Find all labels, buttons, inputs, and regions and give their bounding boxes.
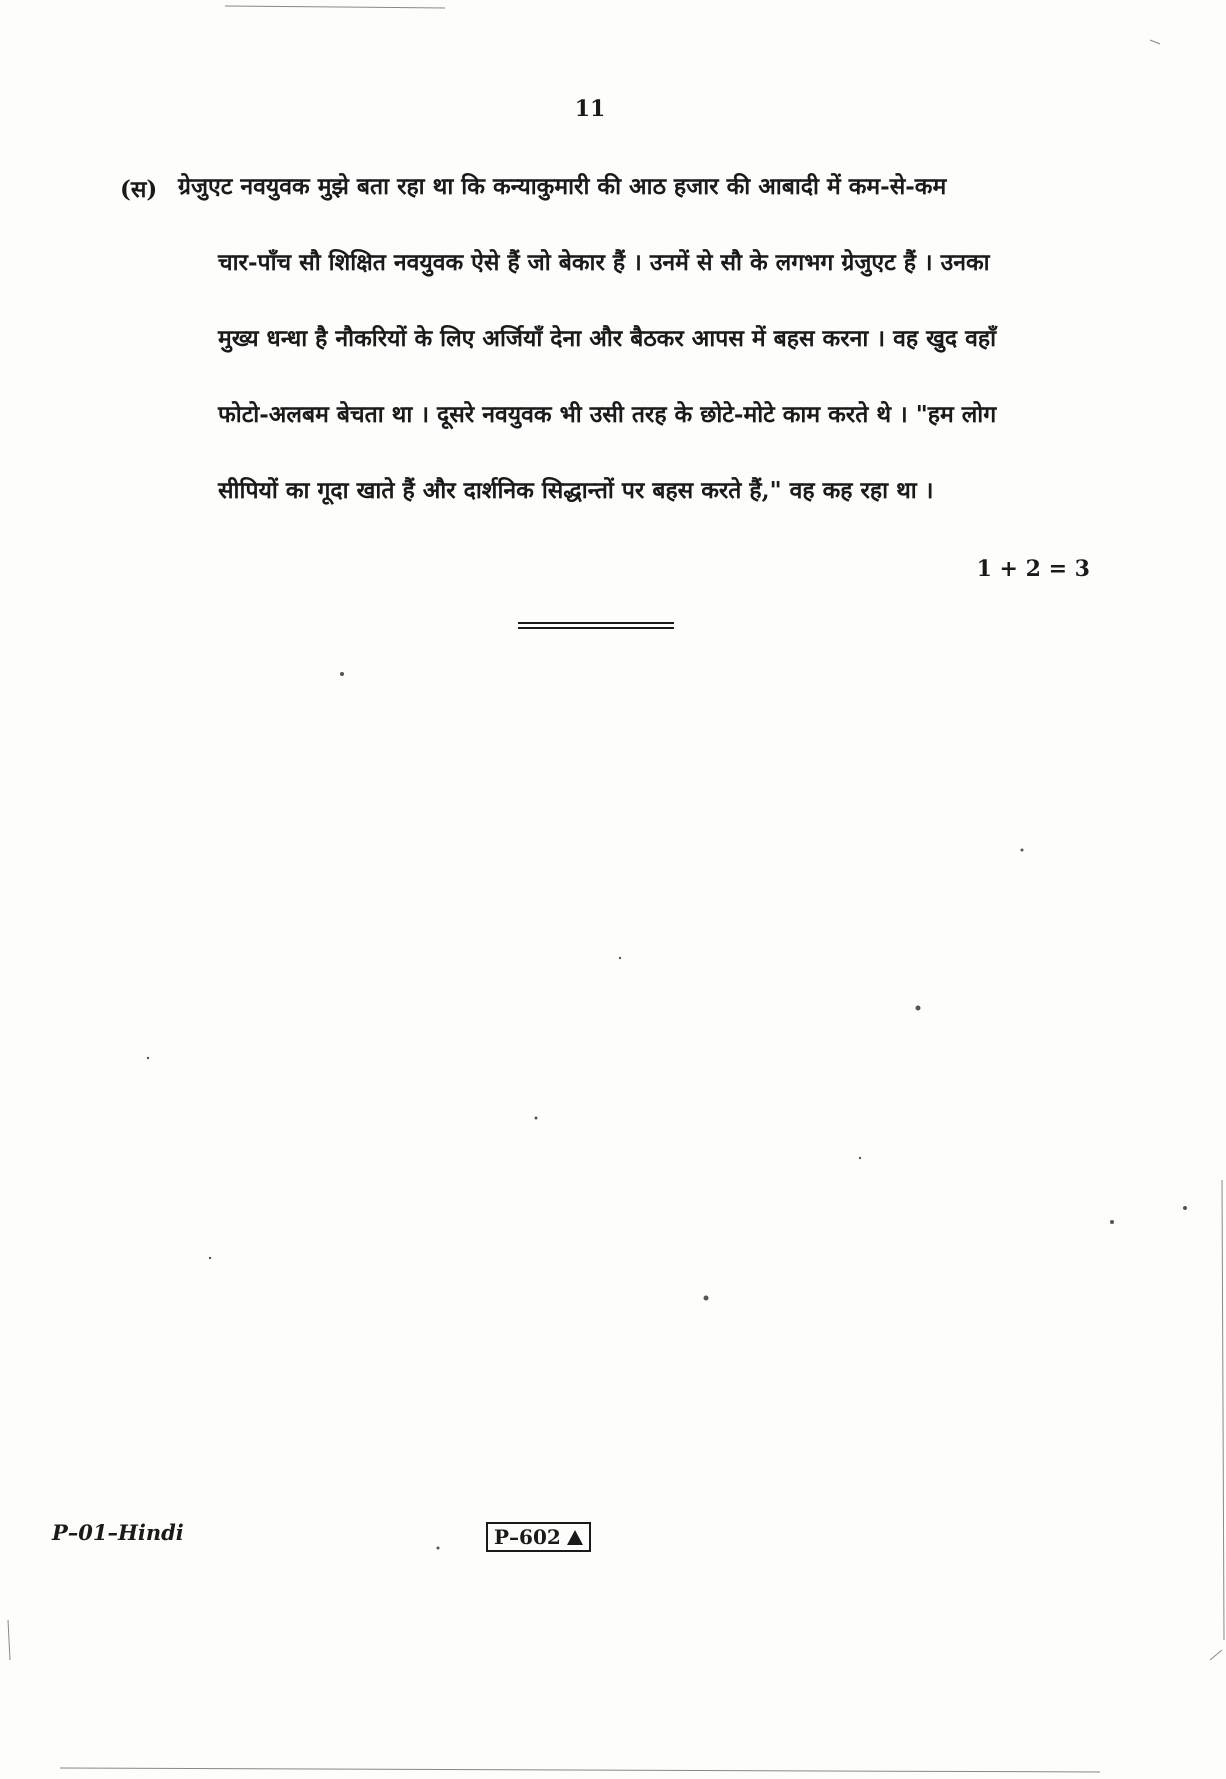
question-line: चार-पाँच सौ शिक्षित नवयुवक ऐसे हैं जो बेकार हैं । उनमें से सौ के लगभग ग्रेजुएट हैं । उनका — [218, 249, 990, 276]
paper-code: P–602 — [494, 1525, 561, 1549]
question-line: फोटो-अलबम बेचता था । दूसरे नवयुवक भी उसी तरह के छोटे-मोटे काम करते थे । "हम लोग — [218, 401, 997, 428]
question-text — [178, 172, 1118, 552]
end-of-paper-rule — [518, 622, 674, 632]
question-label: (स) — [120, 176, 158, 203]
question-line: सीपियों का गूदा खाते हैं और दार्शनिक सिद्धान्तों पर बहस करते हैं," वह कह रहा था । — [218, 477, 934, 504]
paper-code-box — [486, 1522, 591, 1552]
marks-allocation: 1 + 2 = 3 — [976, 556, 1090, 582]
subject-code: P–01–Hindi — [52, 1520, 184, 1545]
page-number: 11 — [574, 96, 606, 122]
question-line: ग्रेजुएट नवयुवक मुझे बता रहा था कि कन्याकुमारी की आठ हजार की आबादी में कम-से-कम — [178, 173, 947, 200]
triangle-icon — [567, 1530, 583, 1545]
question-line: मुख्य धन्धा है नौकरियों के लिए अर्जियाँ देना और बैठकर आपस में बहस करना । वह खुद वहाँ — [218, 325, 997, 352]
